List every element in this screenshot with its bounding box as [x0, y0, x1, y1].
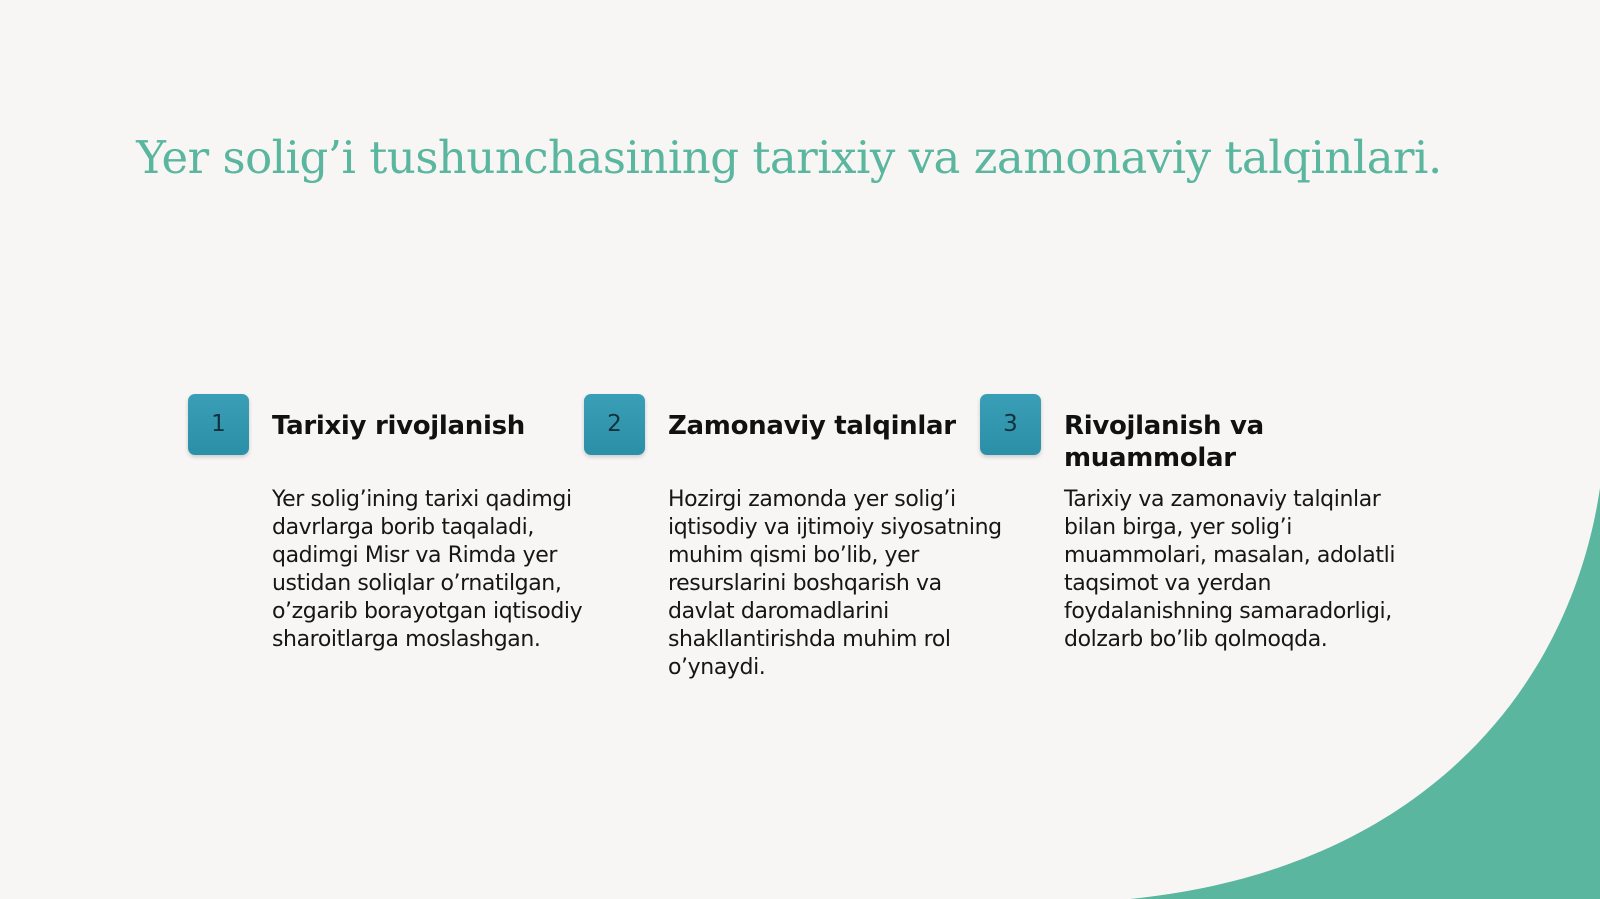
step-description: Hozirgi zamonda yer solig’i iqtisodiy va ijtimoiy siyosatning muhim qismi bo’lib, yer resurslarini boshqarish va davlat daromadlarini shakllantirishda muhim rol o’ynaydi. — [668, 487, 1002, 680]
step-number-badge: 1 — [188, 394, 249, 455]
step-description: Yer solig’ining tarixi qadimgi davrlarga borib taqaladi, qadimgi Misr va Rimda yer ustidan soliqlar o’rnatilgan, o’zgarib borayotgan iqtisodiy sharoitlarga moslashgan. — [272, 487, 583, 652]
step-number-badge: 3 — [980, 394, 1041, 455]
step-number-badge: 2 — [584, 394, 645, 455]
slide-title: Yer solig’i tushunchasining tarixiy va zamonaviy talqinlari. — [136, 131, 1442, 184]
step-heading: Tarixiy rivojlanish — [272, 411, 525, 441]
step-heading: Zamonaviy talqinlar — [668, 411, 956, 441]
step-heading: Rivojlanish va muammolar — [1064, 411, 1264, 473]
step-description: Tarixiy va zamonaviy talqinlar bilan birga, yer solig’i muammolari, masalan, adolatli taqsimot va yerdan foydalanishning samaradorligi, dolzarb bo’lib qolmoqda. — [1064, 487, 1396, 652]
